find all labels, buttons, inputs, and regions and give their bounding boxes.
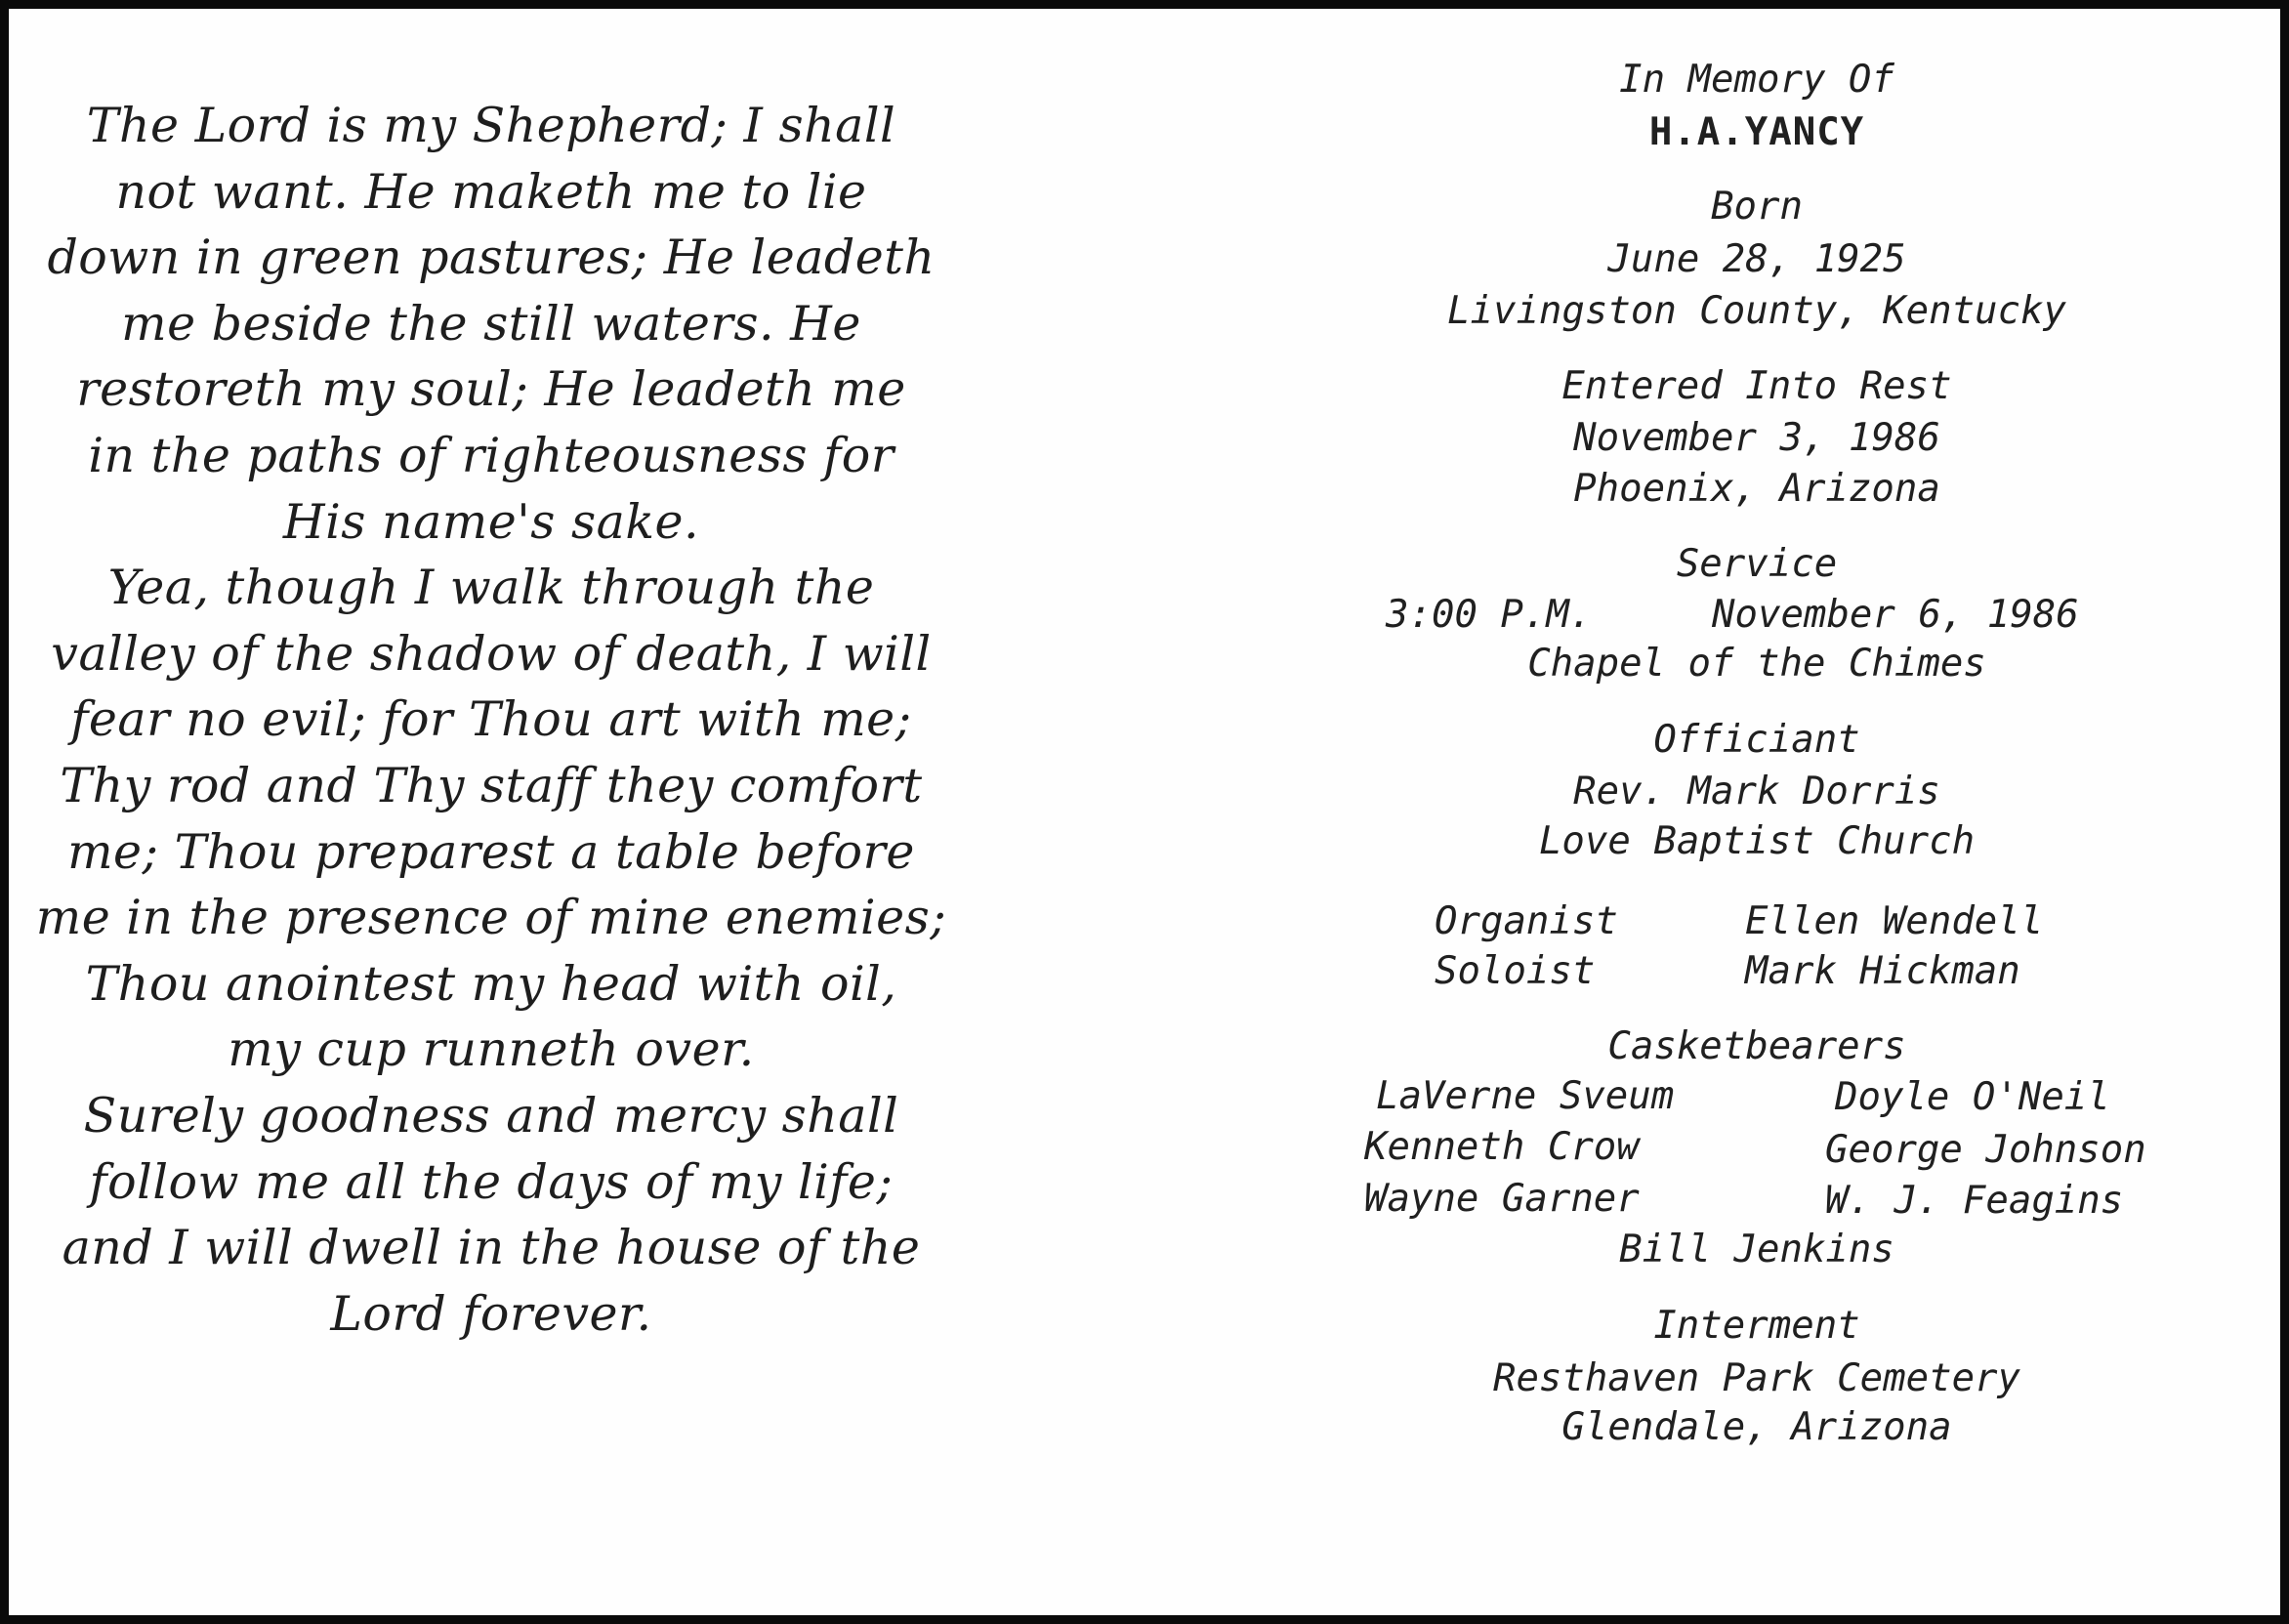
psalm-text xyxy=(22,93,960,1347)
psalm-line: Thy rod and Thy staff they comfort xyxy=(60,757,923,813)
memory-heading: In Memory Of xyxy=(1619,58,1894,102)
rest-place: Phoenix, Arizona xyxy=(1573,467,1940,511)
officiant-name: Rev. Mark Dorris xyxy=(1573,770,1940,813)
officiant-label: Officiant xyxy=(1653,718,1860,762)
psalm-line: Yea, though I walk through the xyxy=(107,560,875,616)
psalm-line: me in the presence of mine enemies; xyxy=(35,890,947,946)
psalm-line: follow me all the days of my life; xyxy=(89,1153,894,1210)
psalm-line: The Lord is my Shepherd; I shall xyxy=(86,98,896,153)
psalm-line: Lord forever. xyxy=(330,1285,652,1342)
interment-label: Interment xyxy=(1653,1304,1860,1348)
casketbearers-label: Casketbearers xyxy=(1607,1024,1906,1068)
psalm-line: me; Thou preparest a table before xyxy=(67,823,915,880)
interment-city: Glendale, Arizona xyxy=(1561,1405,1952,1449)
psalm-line: Thou anointest my head with oil, xyxy=(85,955,897,1012)
service-time: 3:00 P.M. xyxy=(1386,593,1593,637)
psalm-line: fear no evil; for Thou art with me; xyxy=(70,691,912,748)
service-label: Service xyxy=(1676,542,1838,586)
born-date: June 28, 1925 xyxy=(1607,237,1906,281)
psalm-line: my cup runneth over. xyxy=(228,1021,755,1078)
psalm-line: down in green pastures; He leadeth xyxy=(47,229,936,286)
casketbearer-name: Doyle O'Neil xyxy=(1835,1075,2110,1119)
organist-name: Ellen Wendell xyxy=(1745,899,2044,943)
psalm-line: Surely goodness and mercy shall xyxy=(83,1087,899,1144)
psalm-line: not want. He maketh me to lie xyxy=(115,163,867,220)
casketbearer-name: W. J. Feagins xyxy=(1825,1179,2124,1223)
casketbearer-name: Kenneth Crow xyxy=(1364,1125,1640,1169)
psalm-line: valley of the shadow of death, I will xyxy=(51,625,932,682)
psalm-line: in the paths of righteousness for xyxy=(88,427,895,483)
casketbearer-name: Bill Jenkins xyxy=(1619,1228,1894,1271)
soloist-name: Mark Hickman xyxy=(1745,949,2020,993)
rest-date: November 3, 1986 xyxy=(1573,416,1940,460)
casketbearer-name: LaVerne Sveum xyxy=(1376,1074,1675,1118)
service-date: November 6, 1986 xyxy=(1712,593,2079,637)
rest-label: Entered Into Rest xyxy=(1561,364,1952,408)
psalm-line: restoreth my soul; He leadeth me xyxy=(76,361,906,418)
soloist-role: Soloist xyxy=(1435,949,1596,993)
born-place: Livingston County, Kentucky xyxy=(1447,289,2066,333)
casketbearer-name: George Johnson xyxy=(1825,1128,2146,1172)
service-place: Chapel of the Chimes xyxy=(1527,642,1986,686)
psalm-line: me beside the still waters. He xyxy=(121,295,861,352)
casketbearer-name: Wayne Garner xyxy=(1364,1177,1640,1221)
organist-role: Organist xyxy=(1435,899,1618,943)
psalm-line: and I will dwell in the house of the xyxy=(62,1220,921,1276)
born-label: Born xyxy=(1711,185,1803,229)
interment-place: Resthaven Park Cemetery xyxy=(1492,1356,2021,1400)
officiant-church: Love Baptist Church xyxy=(1538,819,1976,863)
deceased-name: H.A.YANCY xyxy=(1648,110,1865,154)
psalm-line: His name's sake. xyxy=(282,493,700,550)
